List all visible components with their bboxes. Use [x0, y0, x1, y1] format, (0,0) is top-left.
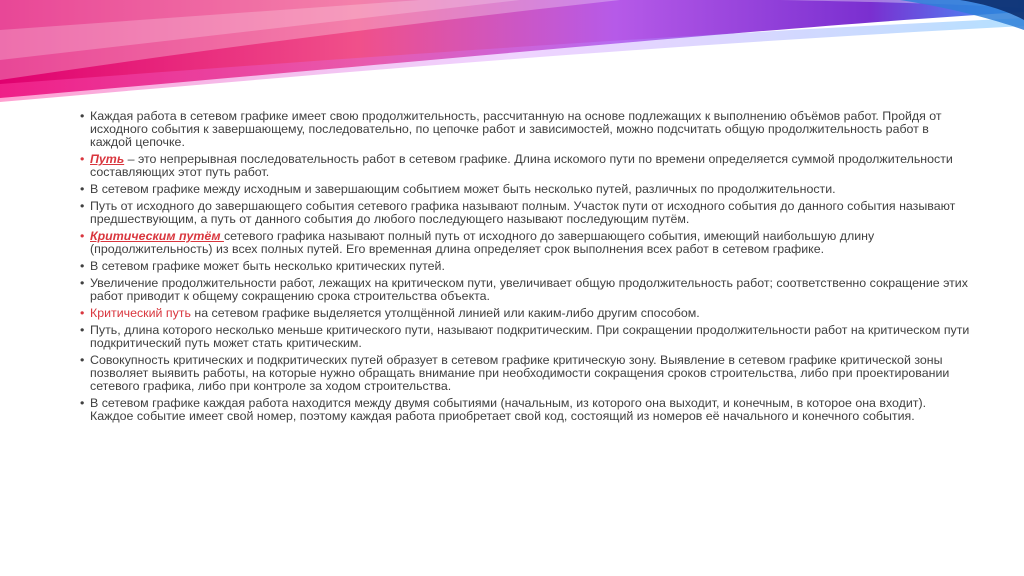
bullet-item: [80, 153, 970, 179]
bullet-item: [80, 324, 970, 350]
bullet-item: [80, 230, 970, 256]
bullet-text: Совокупность критических и подкритических путей образует в сетевом графике критическую зону. Выявление в сетевом графике критической зоны позволяет выявить работы, на которые нужно обращать внимание при необходимости сокращения сроков строительства, либо при проектировании сетевого графика, либо при контроле за ходом строительства.: [90, 352, 950, 393]
decorative-swoosh: [0, 0, 1024, 120]
bullet-item: [80, 110, 970, 150]
bullet-text: В сетевом графике может быть несколько критических путей.: [90, 259, 445, 273]
critical-path-highlight: Критический путь: [90, 305, 191, 320]
bullet-list: [80, 110, 970, 427]
bullet-item: [80, 260, 970, 273]
bullet-item: [80, 183, 970, 196]
bullet-text: В сетевом графике между исходным и завершающим событием может быть несколько путей, различных по продолжительности.: [90, 182, 836, 197]
bullet-item: [80, 277, 970, 303]
bullet-text: Путь от исходного до завершающего события сетевого графика называют полным. Участок пути от исходного события до данного события называют предшествующим, а путь от данного события до любого последующего называют последующим путём.: [90, 199, 956, 227]
bullet-text: В сетевом графике каждая работа находится между двумя событиями (начальным, из которого она выходит, и конечным, в которое она входит). Каждое событие имеет свой номер, поэтому каждая работа приобретает свой код, состоящий из номеров её начального и конечного события.: [90, 395, 927, 423]
term-critical-path: Критическим путём: [90, 229, 224, 243]
bullet-item: [80, 200, 970, 226]
term-path: Путь: [90, 152, 125, 167]
bullet-item: [80, 307, 970, 320]
bullet-text: Путь, длина которого несколько меньше критического пути, называют подкритическим. При сокращении продолжительности работ на критическом пути подкритический путь может стать критическим.: [90, 322, 970, 350]
bullet-text: сетевого графика называют полный путь от исходного до завершающего события, имеющий наибольшую длину (продолжительность) из всех полных путей. Его временная длина определяет срок выполнения всех работ в сетевом графике.: [90, 229, 875, 257]
bullet-text: – это непрерывная последовательность работ в сетевом графике. Длина искомого пути по времени определяется суммой продолжительности составляющих этот путь работ.: [90, 152, 953, 180]
bullet-text: Увеличение продолжительности работ, лежащих на критическом пути, увеличивает общую продолжительность работ; соответственно сокращение этих работ приводит к общему сокращению срока строительства объекта.: [90, 275, 968, 303]
bullet-item: [80, 397, 970, 423]
bullet-text: на сетевом графике выделяется утолщённой линией или каким-либо другим способом.: [190, 305, 700, 320]
bullet-item: [80, 354, 970, 394]
bullet-text: Каждая работа в сетевом графике имеет свою продолжительность, рассчитанную на основе подлежащих к выполнению объёмов работ. Пройдя от исходного события к завершающему, последовательно, по цепочке работ и зависимостей, можно подсчитать общую продолжительность работ в каждой цепочке.: [90, 109, 942, 150]
